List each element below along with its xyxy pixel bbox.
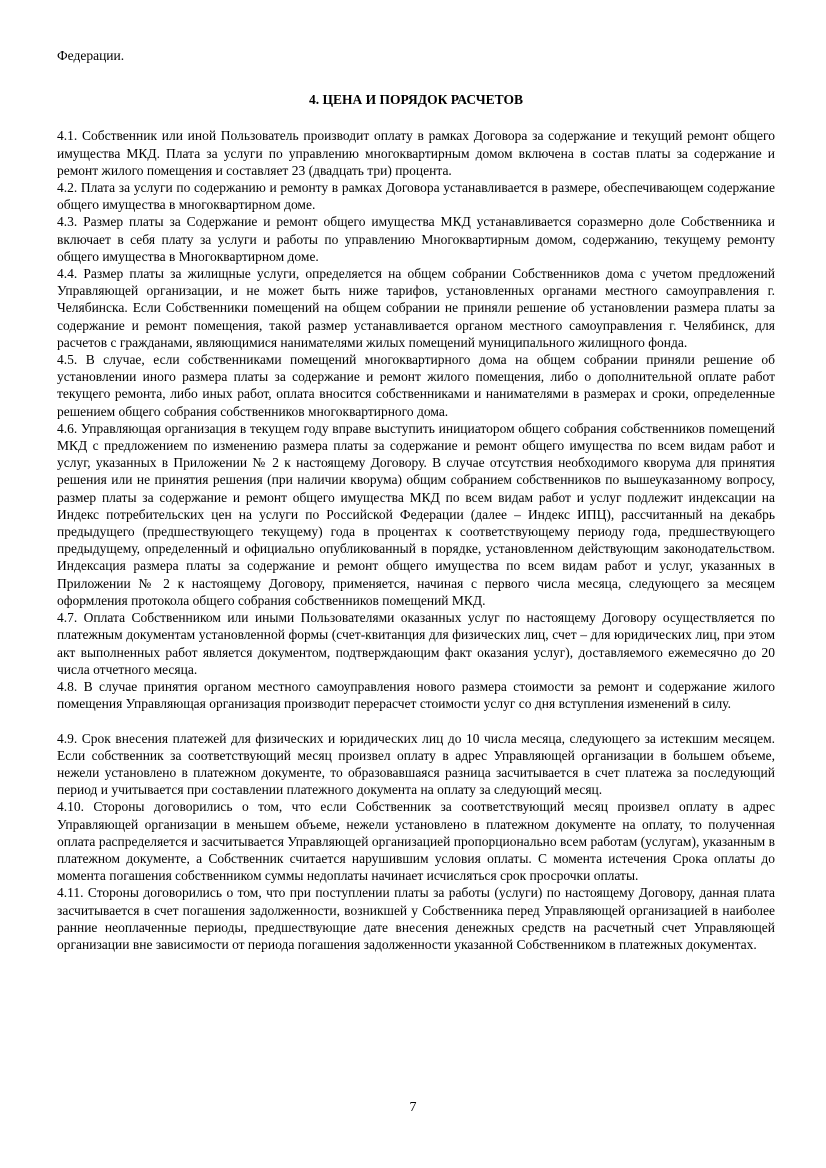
continued-text: Федерации. — [57, 48, 125, 63]
paragraph-4-9: 4.9. Срок внесения платежей для физических и юридических лиц до 10 числа месяца, следующего за истекшим месяцем. Если собственник за соответствующий месяц произвел оплату в адрес Управляющей организации в большем объеме, нежели установлено в платежном документе, то образовавшаяся разница засчитывается в счет платежа за последующий период и учитывается при составлении платежного документа на оплату за следующий месяц. — [57, 730, 775, 798]
paragraph-4-10: 4.10. Стороны договорились о том, что если Собственник за соответствующий месяц произвел оплату в адрес Управляющей организации в меньшем объеме, нежели установлено в платежном документе на оплату, то полученная оплата распределяется и засчитывается Управляющей организацией пропорционально всем работам (услугам), указанным в платежном документе, а Собственник считается нарушившим условия оплаты. С момента истечения Срока оплаты до момента погашения собственником суммы недоплаты начинает исчисляться срок просрочки оплаты. — [57, 799, 775, 884]
page-number: 7 — [409, 1100, 417, 1115]
blank-line — [57, 712, 775, 729]
paragraph-4-1: 4.1. Собственник или иной Пользователь производит оплату в рамках Договора за содержание и текущий ремонт общего имущества МКД. Плата за услуги по управлению многоквартирным домом включена в состав платы за содержание и ремонт жилого помещения и составляет 23 (двадцать три) процента. — [57, 128, 775, 178]
paragraph-4-4: 4.4. Размер платы за жилищные услуги, определяется на общем собрании Собственников дома с учетом предложений Управляющей организации, и не может быть ниже тарифов, установленных органами местного самоуправления г. Челябинска. Если Собственники помещений на общем собрании не приняли решение об установлении размера платы за содержание и ремонт помещения, такой размер устанавливается органом местного самоуправления г. Челябинск, для расчетов с гражданами, являющимися нанимателями жилых помещений муниципального жилищного фонда. — [57, 266, 775, 350]
paragraph-4-2: 4.2. Плата за услуги по содержанию и ремонту в рамках Договора устанавливается в размере, обеспечивающем содержание общего имущества в многоквартирном доме. — [57, 180, 775, 213]
paragraph-4-11: 4.11. Стороны договорились о том, что при поступлении платы за работы (услуги) по настоящему Договору, данная плата засчитывается в счет погашения задолженности, возникшей у Собственника перед Управляющей организацией в наиболее ранние неоплаченные периоды, предшествующие дате внесения денежных средств на расчетный счет Управляющей организации вне зависимости от периода погашения задолженности указанной Собственником в платежных документах. — [57, 885, 775, 952]
paragraph-4-8: 4.8. В случае принятия органом местного самоуправления нового размера стоимости за ремонт и содержание жилого помещения Управляющая организация производит перерасчет стоимости услуг со дня вступления изменений в силу. — [57, 678, 775, 712]
paragraph-4-3: 4.3. Размер платы за Содержание и ремонт общего имущества МКД устанавливается соразмерно доле Собственника и включает в себя плату за услуги и работы по управлению Многоквартирным домом, содержанию, текущему ремонту общего имущества в Многоквартирном доме. — [57, 214, 775, 264]
paragraph-4-7: 4.7. Оплата Собственником или иными Пользователями оказанных услуг по настоящему Договору осуществляется по платежным документам установленной формы (счет-квитанция для физических лиц, счет – для юридических лиц, при этом акт выполненных работ является документом, подтверждающим факт оказания услуг), доставляемого ежемесячно до 20 числа отчетного месяца. — [57, 610, 775, 677]
paragraph-4-6: 4.6. Управляющая организация в текущем году вправе выступить инициатором общего собрания собственников помещений МКД с предложением по изменению размера платы за содержание и ремонт общего имущества по всем видам работ и услуг, указанных в Приложении № 2 к настоящему Договору. В случае отсутствия необходимого кворума для принятия решения или не принятия решения (при наличии кворума) общим собранием собственников по вышеуказанному вопросу, размер платы за содержание и ремонт общего имущества МКД по всем видам работ и услуг подлежит индексации на Индекс потребительских цен на услуги по Российской Федерации (далее – Индекс ИПЦ), рассчитанный на декабрь предыдущего (предшествующего текущему) года в процентах к соответствующему периоду года, предшествующего предыдущему, определенный и официально опубликованный в порядке, установленном действующим законодательством. Индексация размера платы за содержание и ремонт общего имущества по всем видам работ и услуг, указанных в Приложении № 2 к настоящему Договору, применяется, начиная с первого числа месяца, следующего за месяцем оформления протокола общего собрания собственников помещений МКД. — [57, 420, 775, 608]
paragraph-4-5: 4.5. В случае, если собственниками помещений многоквартирного дома на общем собрании приняли решение об установлении иного размера платы за содержание и ремонт жилого помещения, либо о дополнительной оплате работ текущего ремонта, либо иных работ, оплата вносится собственниками и нанимателями в размерах и сроки, определенные решением общего собрания собственников многоквартирного дома. — [57, 352, 775, 419]
section-title: 4. ЦЕНА И ПОРЯДОК РАСЧЕТОВ — [308, 92, 524, 108]
document-page — [57, 47, 775, 953]
